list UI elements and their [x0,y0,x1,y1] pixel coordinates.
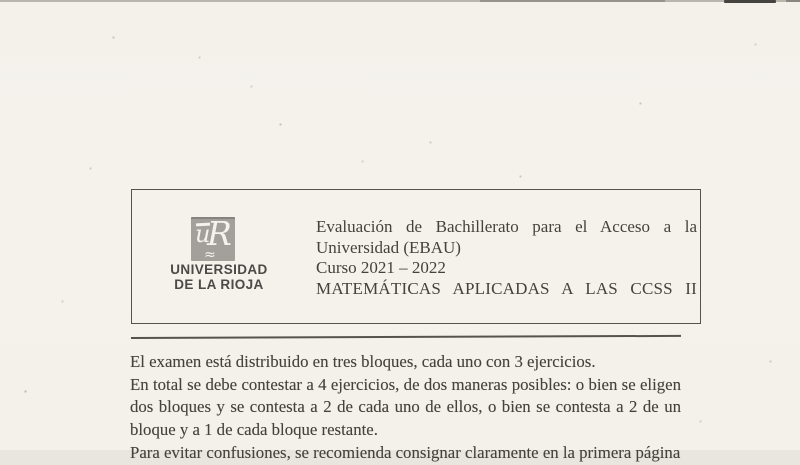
scan-edge-artifact [0,0,800,2]
scan-edge-artifact [480,0,665,2]
divider-rule [131,335,681,339]
university-name-line2: DE LA RIOJA [174,276,264,292]
scan-edge-artifact [724,0,776,3]
university-name [141,263,297,292]
text-line: dos bloques y se contesta a 2 de cada uno de ellos, o bien se contesta a 2 de un [130,397,681,417]
university-name-line1: UNIVERSIDAD [170,262,268,277]
university-logo-icon [191,214,235,263]
text-line: Curso 2021 – 2022 [316,258,446,278]
text-line: bloque y a 1 de cada bloque restante. [130,419,378,439]
exam-instructions [130,351,681,465]
text-line: Para evitar confusiones, se recomienda consignar claramente en la primera página [130,442,681,462]
text-line: Universidad (EBAU) [316,237,461,257]
text-line: MATEMÁTICAS APLICADAS A LAS CCSS II [316,278,697,298]
text-line: Evaluación de Bachillerato para el Acceso a la [316,217,697,236]
logo-letter-u: u [195,220,211,248]
exam-title-block [316,217,697,299]
scan-noise [0,0,1,1]
instructions-paragraph-1 [130,351,681,373]
instructions-paragraph-3 [130,442,681,464]
logo-letter-R: R [207,214,232,253]
text-line: En total se debe contestar a 4 ejercicios, de dos maneras posibles: o bien se eligen [130,375,681,395]
instructions-paragraph-2 [130,374,681,441]
logo-squiggle-icon: ≈ [204,247,216,263]
exam-header-box [131,189,701,324]
text-line: El examen está distribuido en tres bloques, cada uno con 3 ejercicios. [130,352,596,371]
scan-edge-artifact [786,0,800,2]
